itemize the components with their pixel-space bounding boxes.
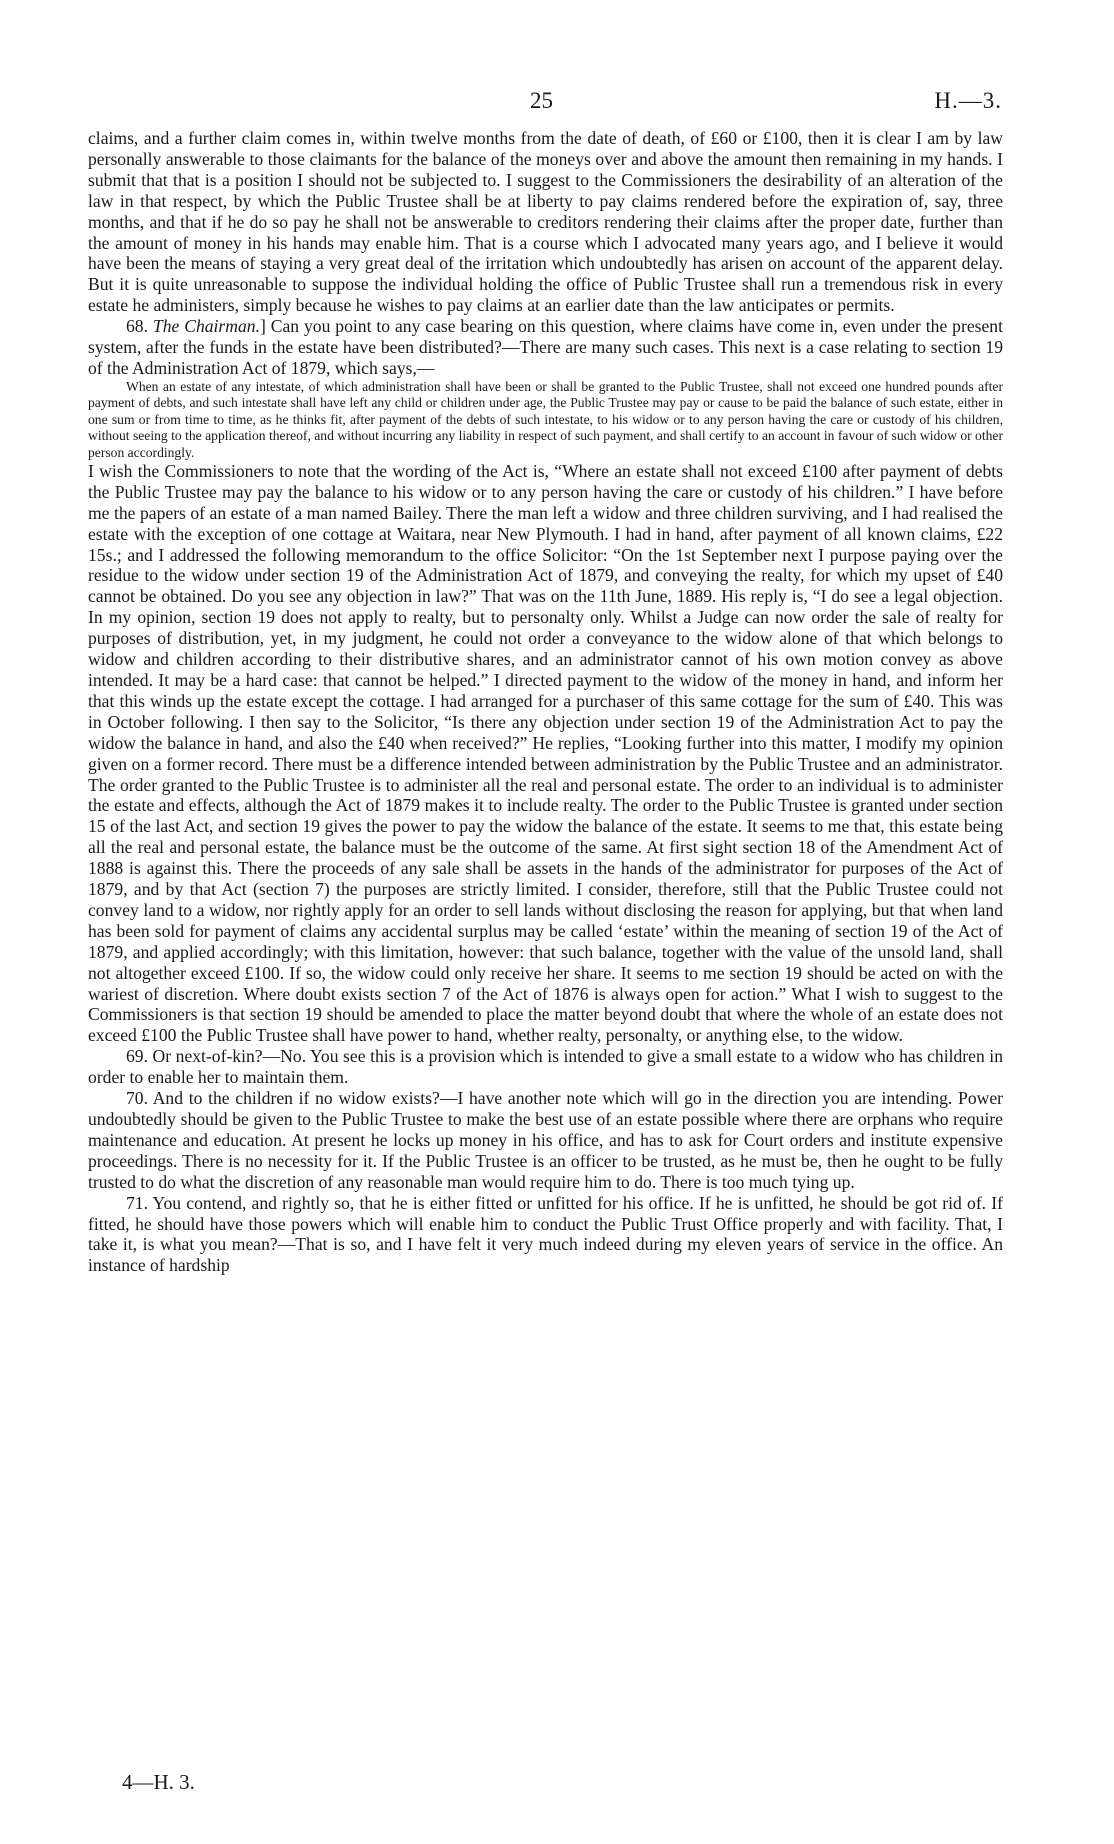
paragraph-continuation: claims, and a further claim comes in, within twelve months from the date of death, of £60 or £100, then it is clear I am by law personally answerable to those claimants for the balance of the moneys over and above the amount then remaining in my hands. I submit that that is a position I should not be subjected to. I suggest to the Commissioners the desirability of an alteration of the law in that respect, by which the Public Trustee shall be at liberty to pay claims rendered before the expiration of, say, three months, and that if he do so pay he shall not be answerable to creditors rendering their claims after the proper date, further than the amount of money in his hands may enable him. That is a course which I advocated many years ago, and I believe it would have been the means of staying a very great deal of the irritation which undoubtedly has arisen on account of the apparent delay. But it is quite unreasonable to suppose the individual holding the office of Public Trustee shall run a tremendous risk in every estate he administers, simply because he wishes to pay claims at an earlier date than the law anticipates or permits. (88, 128, 1003, 316)
page-header (0, 88, 1114, 118)
question-text: ] Can you point to any case bearing on this question, where claims have come in, even under the present system, after the funds in the estate have been distributed?—There are many such cases. This next is a case relating to section 19 of the Administration Act of 1879, which says,— (88, 316, 1003, 378)
page-number: 25 (530, 88, 553, 113)
signature-mark: 4—H. 3. (122, 1770, 195, 1794)
speaker-name: The Chairman. (152, 316, 260, 337)
paragraph-bailey-estate: I wish the Commissioners to note that the wording of the Act is, “Where an estate shall not exceed £100 after payment of debts the Public Trustee may pay the balance to his widow or to any person having the care or custody of his children.” I have before me the papers of an estate of a man named Bailey. There the man left a widow and three children surviving, and I had realised the estate with the exception of one cottage at Waitara, near New Plymouth. I had in hand, after payment of all known claims, £22 15s.; and I addressed the following memorandum to the office Solicitor: “On the 1st September next I purpose paying over the residue to the widow under section 19 of the Administration Act of 1879, and conveying the realty, for which my upset of £40 cannot be obtained. Do you see any objection in law?” That was on the 11th June, 1889. His reply is, “I do see a legal objection. In my opinion, section 19 does not apply to realty, but to personalty only. Whilst a Judge can now order the sale of realty for purposes of distribution, yet, in my judgment, he could not order a conveyance to the widow alone of that which belongs to widow and children according to their distributive shares, and an administrator cannot of his own motion convey as above intended. It may be a hard case: that cannot be helped.” I directed payment to the widow of the money in hand, and inform her that this winds up the estate except the cottage. I had arranged for a purchaser of this same cottage for the sum of £40. This was in October following. I then say to the Solicitor, “Is there any objection under section 19 of the Administration Act to pay the widow the balance in hand, and also the £40 when received?” He replies, “Looking further into this matter, I modify my opinion given on a former record. There must be a difference intended between administration by the Public Trustee and an administrator. The order granted to the Public Trustee is to administer all the real and personal estate. The order to an individual is to administer the estate and effects, although the Act of 1879 makes it to include realty. The order to the Public Trustee is granted under section 15 of the last Act, and section 19 gives the power to pay the widow the balance of the estate. It seems to me that, this estate being all the real and personal estate, the balance must be the outcome of the same. At first sight section 18 of the Amendment Act of 1888 is against this. There the proceeds of any sale shall be assets in the hands of the administrator for purposes of the Act of 1879, and by that Act (section 7) the purposes are strictly limited. I consider, therefore, still that the Public Trustee could not convey land to a widow, nor rightly apply for an order to sell lands without disclosing the reason for applying, but that when land has been sold for payment of claims any accidental surplus may be called ‘estate’ within the meaning of section 19 of the Act of 1879, and applied accordingly; with this limitation, however: that such balance, together with the value of the unsold land, shall not altogether exceed £100. If so, the widow could only receive her share. It seems to me section 19 should be acted on with the wariest of discretion. Where doubt exists section 7 of the Act of 1876 is always open for action.” What I wish to suggest to the Commissioners is that section 19 should be amended to place the matter beyond doubt that where the whole of an estate does not exceed £100 the Public Trustee shall have power to hand, whether realty, personalty, or anything else, to the widow. (88, 460, 1003, 1046)
question-69: 69. Or next-of-kin?—No. You see this is a provision which is intended to give a small estate to a widow who has children in order to enable her to maintain them. (88, 1046, 1003, 1088)
question-70: 70. And to the children if no widow exists?—I have another note which will go in the direction you are intending. Power undoubtedly should be given to the Public Trustee to make the best use of an estate possible where there are orphans who require maintenance and education. At present he locks up money in his office, and has to ask for Court orders and institute expensive proceedings. There is no necessity for it. If the Public Trustee is an officer to be trusted, as he must be, then he ought to be fully trusted to do what the discretion of any reasonable man would require him to do. There is too much tying up. (88, 1088, 1003, 1192)
question-68 (88, 316, 1003, 379)
report-code: H.—3. (934, 88, 1002, 113)
question-71: 71. You contend, and rightly so, that he is either fitted or unfitted for his office. If he is unfitted, he should be got rid of. If fitted, he should have those powers which will enable him to conduct the Public Trust Office properly and with facility. That, I take it, is what you mean?—That is so, and I have felt it very much indeed during my eleven years of service in the office. An instance of hardship (88, 1192, 1003, 1276)
question-number: 68. (126, 316, 148, 337)
body-text (88, 128, 1003, 1276)
statute-quote: When an estate of any intestate, of which administration shall have been or shall be granted to the Public Trustee, shall not exceed one hundred pounds after payment of debts, and such intestate shall have left any child or children under age, the Public Trustee may pay or cause to be paid the balance of such estate, either in one sum or from time to time, as he thinks fit, after payment of the debts of such intestate, to his widow or to any person having the care or custody of his children, without seeing to the application thereof, and without incurring any liability in respect of such payment, and shall certify to an account in favour of such widow or other person accordingly. (88, 378, 1003, 460)
